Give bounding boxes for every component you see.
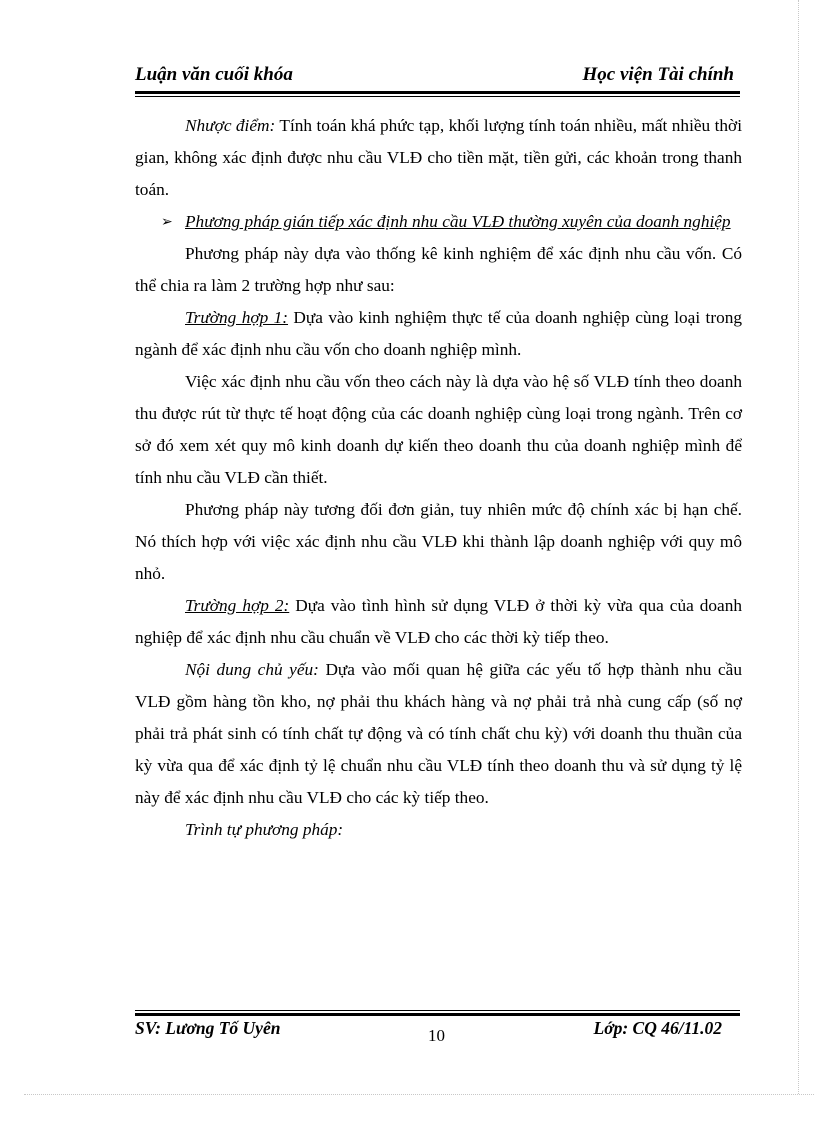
paragraph-disadvantage	[135, 110, 742, 206]
arrow-bullet-icon: ➢	[161, 214, 173, 230]
paragraph-method-intro: Phương pháp này dựa vào thống kê kinh nghiệm để xác định nhu cầu vốn. Có thể chia ra làm 2 trường hợp như sau:	[135, 244, 742, 295]
label-disadvantage: Nhược điểm:	[185, 116, 276, 135]
page-body	[135, 110, 742, 846]
text-case-2: Dựa vào tình hình sử dụng VLĐ ở thời kỳ vừa qua của doanh nghiệp để xác định nhu cầu chuẩn về VLĐ cho các thời kỳ tiếp theo.	[135, 596, 743, 647]
paragraph-procedure: Trình tự phương pháp:	[185, 820, 344, 839]
page-border-bottom	[24, 1094, 814, 1095]
paragraph-case-1-detail: Việc xác định nhu cầu vốn theo cách này là dựa vào hệ số VLĐ tính theo doanh thu được rút từ thực tế hoạt động của các doanh nghiệp cùng loại trong ngành. Trên cơ sở đó xem xét quy mô kinh doanh dự kiến theo doanh thu của doanh nghiệp mình để tính nhu cầu VLĐ cần thiết.	[135, 372, 742, 487]
header-rule-thin	[135, 96, 740, 97]
paragraph-case-1-evaluation: Phương pháp này tương đối đơn giản, tuy nhiên mức độ chính xác bị hạn chế. Nó thích hợp với việc xác định nhu cầu VLĐ khi thành lập doanh nghiệp với quy mô nhỏ.	[135, 500, 742, 583]
page-border-right	[798, 0, 799, 1094]
page-number: 10	[428, 1026, 445, 1045]
header-institution: Học viện Tài chính	[582, 64, 734, 85]
bullet-indirect-method	[135, 206, 742, 238]
page-header	[135, 64, 740, 90]
footer-rule-thin	[135, 1010, 740, 1011]
header-thesis-title: Luận văn cuối khóa	[135, 64, 293, 85]
paragraph-main-content	[135, 654, 742, 814]
bullet-heading: Phương pháp gián tiếp xác định nhu cầu VLĐ thường xuyên của doanh nghiệp	[185, 212, 731, 231]
text-disadvantage: Tính toán khá phức tạp, khối lượng tính toán nhiều, mất nhiều thời gian, không xác định được nhu cầu VLĐ cho tiền mặt, tiền gửi, các khoản trong thanh toán.	[135, 116, 742, 199]
label-main-content: Nội dung chủ yếu:	[185, 660, 319, 679]
header-rule-thick	[135, 91, 740, 94]
text-main-content: Dựa vào mối quan hệ giữa các yếu tố hợp thành nhu cầu VLĐ gồm hàng tồn kho, nợ phải thu khách hàng và nợ phải trả nhà cung cấp (số nợ phải trả phát sinh có tính chất tự động và có tính chất chu kỳ) với doanh thu thuần của kỳ vừa qua để xác định tỷ lệ chuẩn nhu cầu VLĐ tính theo doanh thu và sử dụng tỷ lệ này để xác định nhu cầu VLĐ cho các kỳ tiếp theo.	[135, 660, 742, 807]
label-case-2: Trường hợp 2:	[185, 596, 290, 615]
page-footer	[135, 1018, 740, 1048]
paragraph-case-2	[135, 590, 742, 654]
paragraph-case-1	[135, 302, 742, 366]
footer-rule-thick	[135, 1013, 740, 1016]
label-case-1: Trường hợp 1:	[185, 308, 289, 327]
text-case-1: Dựa vào kinh nghiệm thực tế của doanh nghiệp cùng loại trong ngành để xác định nhu cầu vốn cho doanh nghiệp mình.	[135, 308, 742, 359]
footer-student-name: SV: Lương Tố Uyên	[135, 1018, 281, 1038]
footer-class-code: Lớp: CQ 46/11.02	[593, 1018, 722, 1038]
